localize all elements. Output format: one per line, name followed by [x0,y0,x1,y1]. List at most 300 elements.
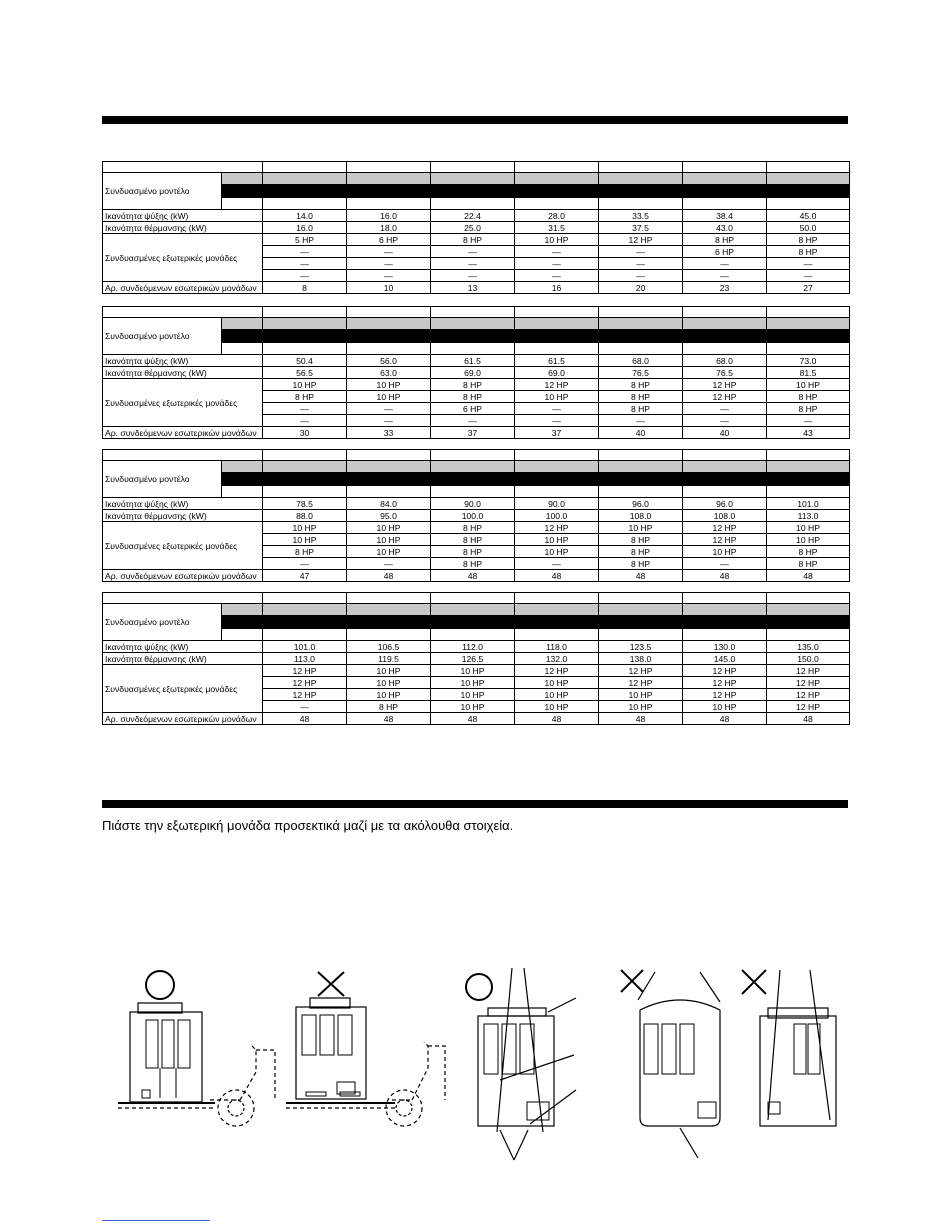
table-cell: Συνδυασμένες εξωτερικές μονάδες [103,379,263,427]
table-cell [515,604,599,616]
table-cell: Ικανότητα θέρμανσης (kW) [103,367,263,379]
table-cell: — [683,270,767,282]
table-cell: 10 HP [515,689,599,701]
table-row [103,450,850,461]
table-cell: 47 [263,570,347,582]
table-cell: Ικανότητα ψύξης (kW) [103,498,263,510]
table-cell: 12 HP [683,391,767,403]
table-cell [431,198,515,210]
table-cell: 10 HP [515,546,599,558]
table-cell [431,593,515,604]
table-cell: 10 HP [515,534,599,546]
table-cell [767,185,850,198]
table-cell: 22.4 [431,210,515,222]
table-cell: 12 HP [599,677,683,689]
table-cell: 10 HP [347,534,431,546]
table-cell: 10 HP [515,701,599,713]
table-cell [599,330,683,343]
table-cell [347,318,431,330]
table-cell [263,486,347,498]
table-cell [515,486,599,498]
table-cell: 8 HP [599,379,683,391]
table-cell [683,616,767,629]
table-cell [767,318,850,330]
table-cell: 30 [263,427,347,439]
table-cell [515,343,599,355]
table-row [103,367,850,379]
table-cell: 48 [431,713,515,725]
table-cell [431,486,515,498]
cross-x-icon [742,970,766,994]
table-cell [222,629,263,641]
table-cell [347,616,431,629]
table-cell: 12 HP [683,379,767,391]
table-cell: — [515,270,599,282]
table-cell [599,318,683,330]
table-cell: 12 HP [263,677,347,689]
table-cell: 119.5 [347,653,431,665]
table-cell [222,343,263,355]
table-cell: 12 HP [515,665,599,677]
table-cell: 12 HP [767,701,850,713]
table-cell [263,473,347,486]
table-cell [347,198,431,210]
table-cell [222,604,263,616]
table-cell: 37 [515,427,599,439]
table-cell: 20 [599,282,683,294]
table-cell [767,616,850,629]
table-cell: 69.0 [515,367,599,379]
table-cell: 10 HP [683,546,767,558]
table-cell [222,173,263,185]
table-cell: — [683,415,767,427]
table-cell: 40 [683,427,767,439]
table-cell: 12 HP [263,689,347,701]
table-cell: 10 HP [767,534,850,546]
table-row [103,379,850,391]
model-label: Συνδυασμένο μοντέλο [103,604,222,641]
cross-x-icon [621,970,643,992]
table-cell: 48 [347,713,431,725]
table-cell: 8 HP [599,534,683,546]
table-cell [263,330,347,343]
table-cell [263,173,347,185]
table-cell [222,198,263,210]
table-cell: 37 [431,427,515,439]
table-cell [599,198,683,210]
table-cell [683,343,767,355]
table-cell [263,198,347,210]
table-cell [767,629,850,641]
table-cell: 123.5 [599,641,683,653]
table-cell [431,473,515,486]
table-cell [683,318,767,330]
table-cell [515,162,599,173]
table-cell: 8 HP [683,234,767,246]
table-cell [103,593,263,604]
table-cell: 48 [263,713,347,725]
table-cell: — [347,270,431,282]
table-cell: 50.0 [767,222,850,234]
table-cell [347,593,431,604]
table-cell: 90.0 [431,498,515,510]
handling-figure [0,950,950,1170]
table-cell: 16.0 [263,222,347,234]
table-cell [347,162,431,173]
table-cell [599,486,683,498]
table-cell [767,343,850,355]
table-cell: — [599,246,683,258]
table-cell: — [515,403,599,415]
table-cell: 38.4 [683,210,767,222]
table-cell: 13 [431,282,515,294]
table-cell: Αρ. συνδεόμενων εσωτερικών μονάδων [103,427,263,439]
table-cell: 8 HP [431,234,515,246]
table-cell [767,198,850,210]
table-cell: 12 HP [515,379,599,391]
table-cell [599,307,683,318]
table-cell [683,198,767,210]
table-cell: — [263,701,347,713]
table-cell: 108.0 [599,510,683,522]
table-row [103,641,850,653]
table-cell: 48 [683,570,767,582]
table-cell [515,450,599,461]
table-cell: 16.0 [347,210,431,222]
truck-unit-ok [118,1003,275,1126]
cross-x-icon [318,972,344,996]
table-cell: 12 HP [515,522,599,534]
table-cell: Ικανότητα θέρμανσης (kW) [103,222,263,234]
table-cell [599,162,683,173]
table-cell: 8 HP [599,546,683,558]
table-cell: 8 HP [431,391,515,403]
table-row [103,461,850,473]
intro-text: Πιάστε την εξωτερική μονάδα προσεκτικά μαζί με τα ακόλουθα στοιχεία. [102,818,514,833]
table-cell [599,593,683,604]
table-cell: 113.0 [263,653,347,665]
table-cell [683,330,767,343]
table-cell: — [683,403,767,415]
table-cell: 56.5 [263,367,347,379]
table-cell [599,473,683,486]
table-cell: 27 [767,282,850,294]
table-cell [767,330,850,343]
table-cell: — [431,270,515,282]
table-row [103,318,850,330]
table-cell: 8 HP [767,234,850,246]
table-cell [263,616,347,629]
table-cell: — [347,415,431,427]
table-cell [347,330,431,343]
table-cell: 48 [599,713,683,725]
table-row [103,665,850,677]
table-cell: 138.0 [599,653,683,665]
table-cell: — [347,558,431,570]
table-cell [767,604,850,616]
table-cell [683,604,767,616]
table-cell: 6 HP [683,246,767,258]
table-cell: — [263,270,347,282]
circle-ok-icon [466,974,492,1000]
table-cell: 101.0 [263,641,347,653]
table-cell: — [683,258,767,270]
table-cell: 96.0 [683,498,767,510]
table-cell: Συνδυασμένες εξωτερικές μονάδες [103,234,263,282]
table-cell [347,450,431,461]
table-cell [431,461,515,473]
table-cell: 10 HP [599,689,683,701]
table-cell [347,173,431,185]
table-cell: 12 HP [683,677,767,689]
table-cell: 10 HP [599,701,683,713]
table-cell [515,330,599,343]
table-cell [263,629,347,641]
table-cell [683,486,767,498]
spec-table [102,306,850,439]
table-cell: 10 HP [599,522,683,534]
table-row [103,427,850,439]
table-cell [347,473,431,486]
table-cell: 135.0 [767,641,850,653]
table-row [103,522,850,534]
table-cell: — [263,258,347,270]
table-cell: 112.0 [431,641,515,653]
table-cell: 100.0 [515,510,599,522]
table-cell [103,162,263,173]
table-cell: 48 [767,713,850,725]
table-cell: 16 [515,282,599,294]
table-cell [222,330,263,343]
table-cell: 10 HP [683,701,767,713]
table-cell: 5 HP [263,234,347,246]
mid-section-rule [102,800,848,808]
table-cell [767,162,850,173]
table-cell: 12 HP [683,665,767,677]
table-cell [431,604,515,616]
table-cell [515,629,599,641]
table-cell: 8 HP [347,701,431,713]
table-cell [599,461,683,473]
table-cell [683,173,767,185]
table-cell: 6 HP [431,403,515,415]
table-row [103,307,850,318]
table-cell [263,604,347,616]
table-cell [683,461,767,473]
table-cell [683,162,767,173]
table-row [103,653,850,665]
table-cell: 145.0 [683,653,767,665]
table-cell: 48 [431,570,515,582]
table-cell [222,461,263,473]
table-cell: 12 HP [263,665,347,677]
top-section-rule [102,116,848,124]
truck-unit-ng [286,998,445,1126]
table-cell: 43 [767,427,850,439]
table-cell [767,450,850,461]
table-cell: — [599,270,683,282]
table-row [103,570,850,582]
table-cell: 118.0 [515,641,599,653]
table-cell [347,185,431,198]
table-cell: 8 HP [599,558,683,570]
table-cell: — [599,258,683,270]
lift-unit-ng-1 [638,972,720,1158]
table-cell: 10 HP [263,379,347,391]
table-cell [767,461,850,473]
table-cell [103,307,263,318]
table-cell: 10 HP [767,379,850,391]
table-cell: — [683,558,767,570]
table-cell: 63.0 [347,367,431,379]
table-cell [263,593,347,604]
table-cell: 10 HP [263,522,347,534]
table-cell [599,450,683,461]
table-cell: — [431,246,515,258]
table-cell [599,343,683,355]
table-cell: 81.5 [767,367,850,379]
table-cell: 61.5 [515,355,599,367]
table-row [103,355,850,367]
table-row [103,210,850,222]
table-cell: Ικανότητα θέρμανσης (kW) [103,653,263,665]
table-cell: 12 HP [599,665,683,677]
table-cell [683,185,767,198]
table-cell: 76.5 [599,367,683,379]
table-cell [683,473,767,486]
table-cell: — [515,246,599,258]
table-cell: 23 [683,282,767,294]
table-cell: 12 HP [683,534,767,546]
table-cell: 14.0 [263,210,347,222]
table-cell: 8 HP [263,546,347,558]
table-cell: — [263,403,347,415]
table-cell: 8 HP [431,534,515,546]
table-cell: 96.0 [599,498,683,510]
table-cell [515,616,599,629]
table-cell: 10 HP [347,391,431,403]
table-cell: 130.0 [683,641,767,653]
table-cell: 8 HP [767,558,850,570]
table-cell [515,307,599,318]
table-cell: — [767,415,850,427]
model-label: Συνδυασμένο μοντέλο [103,318,222,355]
table-cell: 12 HP [599,234,683,246]
table-cell [767,593,850,604]
table-cell [347,604,431,616]
table-cell [767,473,850,486]
table-cell [599,629,683,641]
table-row [103,510,850,522]
table-cell: 33 [347,427,431,439]
table-row [103,498,850,510]
table-cell: — [347,246,431,258]
table-cell [431,185,515,198]
table-cell: — [263,415,347,427]
circle-ok-icon [146,971,174,999]
table-cell: Ικανότητα ψύξης (kW) [103,641,263,653]
table-cell: 10 HP [515,677,599,689]
table-cell: 88.0 [263,510,347,522]
table-cell: 126.5 [431,653,515,665]
table-cell: 10 HP [431,677,515,689]
table-cell: 10 HP [431,701,515,713]
table-cell [431,307,515,318]
table-cell: 69.0 [431,367,515,379]
table-cell: 10 HP [515,391,599,403]
table-cell: 106.5 [347,641,431,653]
table-cell: 12 HP [767,689,850,701]
table-cell: 48 [515,713,599,725]
table-cell [431,330,515,343]
table-cell: 8 HP [767,246,850,258]
table-cell: 10 HP [347,379,431,391]
table-cell: — [263,558,347,570]
table-cell [103,450,263,461]
table-cell [767,173,850,185]
table-cell: 8 HP [599,391,683,403]
table-cell: — [347,403,431,415]
table-row [103,222,850,234]
table-cell [683,629,767,641]
table-cell: — [515,415,599,427]
table-cell [431,162,515,173]
model-label: Συνδυασμένο μοντέλο [103,173,222,210]
table-cell: 10 HP [347,665,431,677]
table-cell [347,461,431,473]
table-cell [347,343,431,355]
table-cell: 28.0 [515,210,599,222]
table-cell: 101.0 [767,498,850,510]
table-cell: — [431,415,515,427]
table-cell: 113.0 [767,510,850,522]
table-cell: 8 HP [599,403,683,415]
table-row [103,713,850,725]
table-cell: 43.0 [683,222,767,234]
table-cell [683,307,767,318]
table-cell [347,629,431,641]
table-cell: 150.0 [767,653,850,665]
table-cell: — [431,258,515,270]
table-cell [515,318,599,330]
table-row [103,593,850,604]
spec-table [102,592,850,725]
table-cell: 10 HP [431,665,515,677]
table-cell: 8 HP [767,391,850,403]
table-cell: 10 HP [347,522,431,534]
table-cell [222,486,263,498]
table-cell: 56.0 [347,355,431,367]
table-cell: 50.4 [263,355,347,367]
table-cell: Αρ. συνδεόμενων εσωτερικών μονάδων [103,570,263,582]
table-cell [599,604,683,616]
table-cell: — [767,270,850,282]
table-cell [222,185,263,198]
table-cell: 8 HP [431,546,515,558]
table-cell: 45.0 [767,210,850,222]
table-cell: 48 [347,570,431,582]
table-cell: — [347,258,431,270]
table-cell [599,173,683,185]
table-cell [767,307,850,318]
table-cell: 10 HP [767,522,850,534]
table-cell: 10 HP [431,689,515,701]
table-cell: 48 [683,713,767,725]
table-cell [767,486,850,498]
table-cell: 132.0 [515,653,599,665]
table-cell [515,461,599,473]
table-cell [222,616,263,629]
